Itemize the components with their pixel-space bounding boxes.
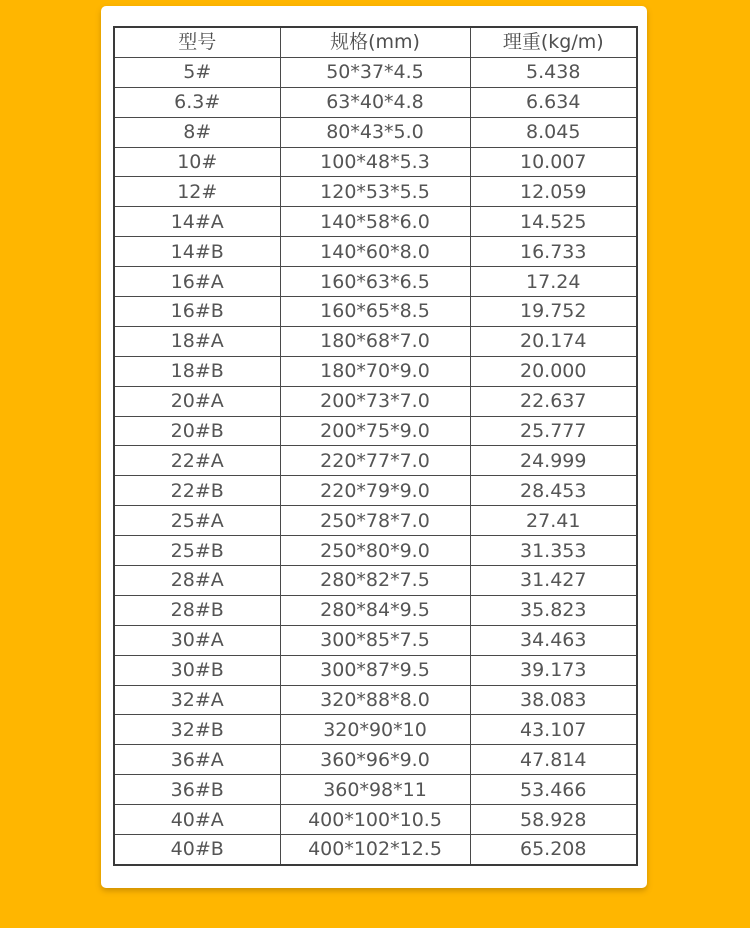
table-row [114, 237, 637, 267]
cell-model: 20#B [114, 416, 280, 446]
cell-model: 25#A [114, 506, 280, 536]
cell-model: 14#B [114, 237, 280, 267]
table-row [114, 177, 637, 207]
cell-weight: 47.814 [470, 745, 637, 775]
table-header [114, 27, 637, 57]
cell-spec: 400*102*12.5 [280, 835, 470, 865]
cell-spec: 140*58*6.0 [280, 207, 470, 237]
cell-spec: 300*87*9.5 [280, 655, 470, 685]
header-row [114, 27, 637, 57]
cell-model: 16#A [114, 267, 280, 297]
table-row [114, 835, 637, 865]
cell-model: 6.3# [114, 87, 280, 117]
table-row [114, 655, 637, 685]
cell-model: 8# [114, 117, 280, 147]
cell-spec: 160*65*8.5 [280, 297, 470, 327]
cell-spec: 360*98*11 [280, 775, 470, 805]
header-spec: 规格(mm) [280, 27, 470, 57]
cell-model: 32#A [114, 685, 280, 715]
cell-spec: 160*63*6.5 [280, 267, 470, 297]
cell-spec: 180*68*7.0 [280, 326, 470, 356]
cell-model: 12# [114, 177, 280, 207]
table-row [114, 476, 637, 506]
cell-model: 22#B [114, 476, 280, 506]
cell-model: 30#B [114, 655, 280, 685]
cell-spec: 220*77*7.0 [280, 446, 470, 476]
cell-spec: 250*78*7.0 [280, 506, 470, 536]
cell-weight: 58.928 [470, 805, 637, 835]
cell-weight: 20.000 [470, 356, 637, 386]
cell-weight: 8.045 [470, 117, 637, 147]
cell-weight: 12.059 [470, 177, 637, 207]
cell-spec: 280*82*7.5 [280, 566, 470, 596]
cell-weight: 39.173 [470, 655, 637, 685]
cell-spec: 320*90*10 [280, 715, 470, 745]
table-row [114, 416, 637, 446]
cell-model: 28#A [114, 566, 280, 596]
cell-model: 25#B [114, 536, 280, 566]
cell-model: 14#A [114, 207, 280, 237]
table-row [114, 267, 637, 297]
cell-model: 18#A [114, 326, 280, 356]
cell-weight: 27.41 [470, 506, 637, 536]
cell-model: 18#B [114, 356, 280, 386]
table-row [114, 147, 637, 177]
cell-weight: 5.438 [470, 57, 637, 87]
cell-spec: 280*84*9.5 [280, 595, 470, 625]
cell-model: 16#B [114, 297, 280, 327]
cell-spec: 50*37*4.5 [280, 57, 470, 87]
cell-spec: 200*75*9.0 [280, 416, 470, 446]
cell-weight: 10.007 [470, 147, 637, 177]
table-row [114, 356, 637, 386]
table-row [114, 745, 637, 775]
cell-weight: 65.208 [470, 835, 637, 865]
table-row [114, 625, 637, 655]
cell-spec: 250*80*9.0 [280, 536, 470, 566]
cell-model: 36#B [114, 775, 280, 805]
cell-weight: 16.733 [470, 237, 637, 267]
table-row [114, 57, 637, 87]
table-row [114, 506, 637, 536]
table-row [114, 297, 637, 327]
table-row [114, 595, 637, 625]
cell-weight: 31.427 [470, 566, 637, 596]
cell-weight: 17.24 [470, 267, 637, 297]
cell-weight: 35.823 [470, 595, 637, 625]
cell-weight: 43.107 [470, 715, 637, 745]
cell-model: 40#A [114, 805, 280, 835]
table-row [114, 386, 637, 416]
cell-spec: 200*73*7.0 [280, 386, 470, 416]
cell-spec: 300*85*7.5 [280, 625, 470, 655]
cell-spec: 320*88*8.0 [280, 685, 470, 715]
table-row [114, 685, 637, 715]
table-row [114, 117, 637, 147]
cell-spec: 180*70*9.0 [280, 356, 470, 386]
cell-model: 10# [114, 147, 280, 177]
cell-model: 32#B [114, 715, 280, 745]
cell-weight: 28.453 [470, 476, 637, 506]
cell-weight: 19.752 [470, 297, 637, 327]
cell-model: 40#B [114, 835, 280, 865]
table-body [114, 57, 637, 865]
cell-model: 30#A [114, 625, 280, 655]
cell-weight: 22.637 [470, 386, 637, 416]
channel-steel-spec-table [113, 26, 638, 866]
cell-spec: 120*53*5.5 [280, 177, 470, 207]
cell-weight: 31.353 [470, 536, 637, 566]
cell-weight: 20.174 [470, 326, 637, 356]
cell-weight: 34.463 [470, 625, 637, 655]
cell-weight: 53.466 [470, 775, 637, 805]
table-row [114, 207, 637, 237]
cell-spec: 220*79*9.0 [280, 476, 470, 506]
table-row [114, 566, 637, 596]
table-row [114, 446, 637, 476]
cell-weight: 25.777 [470, 416, 637, 446]
cell-spec: 140*60*8.0 [280, 237, 470, 267]
cell-weight: 38.083 [470, 685, 637, 715]
cell-model: 22#A [114, 446, 280, 476]
header-model: 型号 [114, 27, 280, 57]
table-row [114, 87, 637, 117]
cell-weight: 24.999 [470, 446, 637, 476]
cell-spec: 80*43*5.0 [280, 117, 470, 147]
cell-spec: 100*48*5.3 [280, 147, 470, 177]
cell-spec: 400*100*10.5 [280, 805, 470, 835]
cell-weight: 14.525 [470, 207, 637, 237]
table-row [114, 715, 637, 745]
cell-model: 28#B [114, 595, 280, 625]
table-row [114, 326, 637, 356]
cell-spec: 360*96*9.0 [280, 745, 470, 775]
table-row [114, 775, 637, 805]
table-row [114, 536, 637, 566]
cell-model: 36#A [114, 745, 280, 775]
table-row [114, 805, 637, 835]
header-weight: 理重(kg/m) [470, 27, 637, 57]
cell-model: 5# [114, 57, 280, 87]
cell-model: 20#A [114, 386, 280, 416]
cell-weight: 6.634 [470, 87, 637, 117]
spec-table-card [101, 6, 647, 888]
cell-spec: 63*40*4.8 [280, 87, 470, 117]
